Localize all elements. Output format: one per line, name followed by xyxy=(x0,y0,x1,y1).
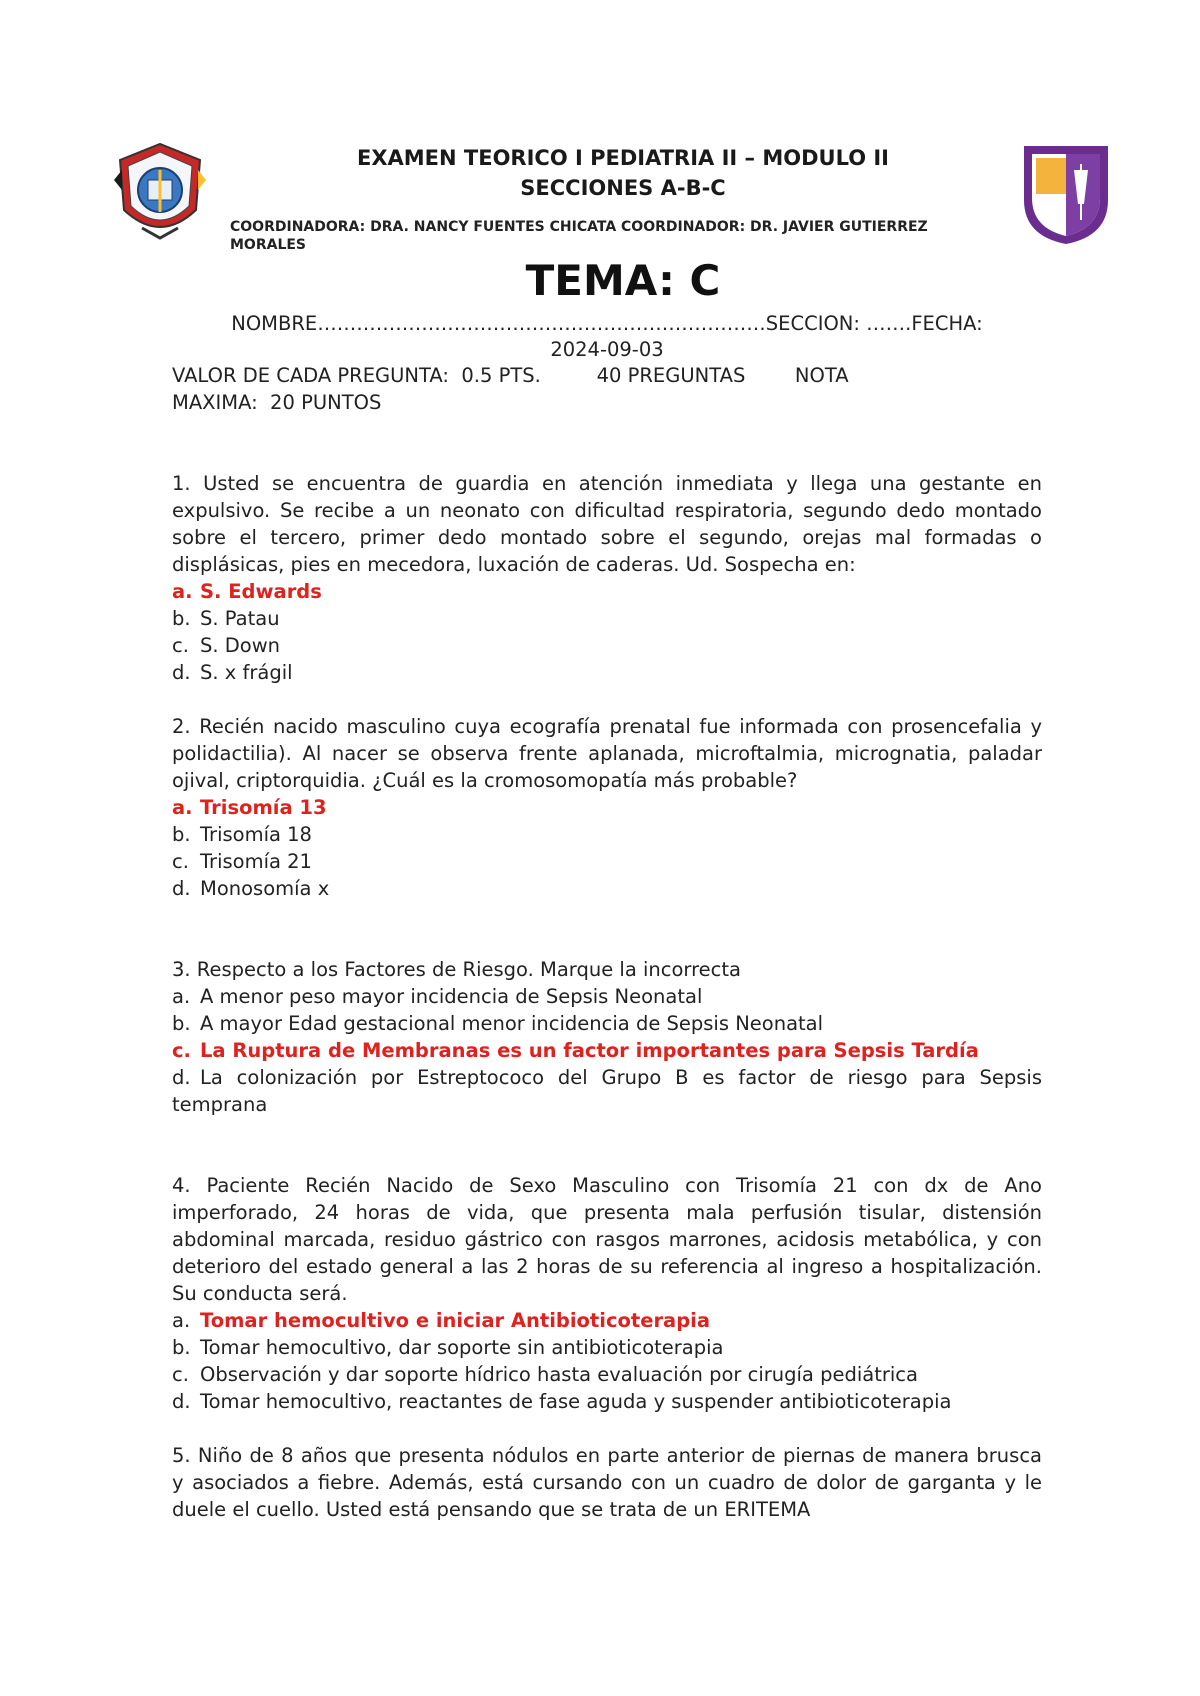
name-section-date-line: NOMBRE……………………………………………………………SECCION: …….FECHA: xyxy=(231,312,983,335)
question-1 xyxy=(172,470,1042,686)
option-letter: c. xyxy=(172,1363,189,1386)
university-crest-logo xyxy=(112,140,208,246)
option-text: S. x frágil xyxy=(200,661,293,684)
option-letter: d. xyxy=(172,877,191,900)
option-letter: b. xyxy=(172,1012,191,1035)
option-text: Tomar hemocultivo, dar soporte sin antibioticoterapia xyxy=(200,1336,724,1359)
option-text: Tomar hemocultivo e iniciar Antibioticoterapia xyxy=(200,1309,711,1332)
option-text: A menor peso mayor incidencia de Sepsis Neonatal xyxy=(200,985,703,1008)
option-text: S. Edwards xyxy=(200,580,322,603)
exam-title: EXAMEN TEORICO I PEDIATRIA II – MODULO II xyxy=(356,146,889,170)
max-grade-line: MAXIMA: 20 PUNTOS xyxy=(172,391,382,414)
coordinators-line: COORDINADORA: DRA. NANCY FUENTES CHICATA COORDINADOR: DR. JAVIER GUTIERREZ MORALES xyxy=(230,219,928,253)
faculty-shield-logo xyxy=(1018,140,1114,246)
option-text: S. Down xyxy=(200,634,281,657)
option-text: Trisomía 13 xyxy=(200,796,327,819)
exam-sections: SECCIONES A-B-C xyxy=(520,176,726,200)
question-stem: 4. Paciente Recién Nacido de Sexo Masculino con Trisomía 21 con dx de Ano imperforado, 24 horas de vida, que presenta mala perfusión tisular, distensión abdominal marcada, residuo gástrico con rasgos marrones, acidosis metabólica, y con deterioro del estado general a las 2 horas de su referencia al ingreso a hospitalización. Su conducta será. xyxy=(172,1174,1042,1305)
option xyxy=(172,983,1042,1010)
option-letter: d. xyxy=(172,661,191,684)
option xyxy=(172,821,1042,848)
option-letter: b. xyxy=(172,823,191,846)
option xyxy=(172,1334,1042,1361)
question-3 xyxy=(172,956,1042,1118)
option-text: A mayor Edad gestacional menor incidencia de Sepsis Neonatal xyxy=(200,1012,824,1035)
option xyxy=(172,1361,1042,1388)
option-text: La colonización por Estreptococo del Grupo B es factor de riesgo para Sepsis temprana xyxy=(172,1066,1042,1116)
option-text: Trisomía 18 xyxy=(200,823,312,846)
questions-list xyxy=(172,470,1042,1523)
question-2 xyxy=(172,713,1042,902)
option-letter: c. xyxy=(172,634,189,657)
option-text: Tomar hemocultivo, reactantes de fase aguda y suspender antibioticoterapia xyxy=(200,1390,952,1413)
option-text: Monosomía x xyxy=(200,877,330,900)
option xyxy=(172,605,1042,632)
option-text: S. Patau xyxy=(200,607,280,630)
option xyxy=(172,632,1042,659)
option-correct xyxy=(172,794,1042,821)
question-value-line: VALOR DE CADA PREGUNTA: 0.5 PTS. 40 PREGUNTAS NOTA xyxy=(172,364,849,387)
option-letter: a. xyxy=(172,580,193,603)
question-stem: 3. Respecto a los Factores de Riesgo. Marque la incorrecta xyxy=(172,958,741,981)
exam-version-heading: TEMA: C xyxy=(525,256,721,305)
option-text: Trisomía 21 xyxy=(200,850,312,873)
option-letter: d. xyxy=(172,1390,191,1413)
option xyxy=(172,1388,1042,1415)
question-stem: 5. Niño de 8 años que presenta nódulos en parte anterior de piernas de manera brusca y asociados a fiebre. Además, está cursando con un cuadro de dolor de garganta y le duele el cuello. Usted está pensando que se trata de un ERITEMA xyxy=(172,1444,1042,1521)
option-text: Observación y dar soporte hídrico hasta evaluación por cirugía pediátrica xyxy=(200,1363,918,1386)
option-letter: a. xyxy=(172,985,191,1008)
question-4 xyxy=(172,1172,1042,1415)
option xyxy=(172,1010,1042,1037)
option-letter: c. xyxy=(172,1039,191,1062)
question-stem: 1. Usted se encuentra de guardia en atención inmediata y llega una gestante en expulsivo. Se recibe a un neonato con dificultad respiratoria, segundo dedo montado sobre el tercero, primer dedo montado sobre el segundo, orejas mal formadas o displásicas, pies en mecedora, luxación de caderas. Ud. Sospecha en: xyxy=(172,472,1042,576)
exam-date: 2024-09-03 xyxy=(550,338,664,361)
option-correct xyxy=(172,578,1042,605)
option xyxy=(172,875,1042,902)
option-letter: b. xyxy=(172,607,191,630)
option xyxy=(172,848,1042,875)
option-text: La Ruptura de Membranas es un factor importantes para Sepsis Tardía xyxy=(200,1039,979,1062)
option xyxy=(172,659,1042,686)
option-letter: c. xyxy=(172,850,189,873)
question-stem: 2. Recién nacido masculino cuya ecografía prenatal fue informada con prosencefalia y polidactilia). Al nacer se observa frente aplanada, microftalmia, micrognatia, paladar ojival, criptorquidia. ¿Cuál es la cromosomopatía más probable? xyxy=(172,715,1042,792)
option-correct xyxy=(172,1307,1042,1334)
option-letter: a. xyxy=(172,796,193,819)
option-letter: a. xyxy=(172,1309,191,1332)
option-correct xyxy=(172,1037,1042,1064)
option xyxy=(172,1064,1042,1118)
option-letter: d. xyxy=(172,1066,191,1089)
question-5 xyxy=(172,1442,1042,1523)
option-letter: b. xyxy=(172,1336,191,1359)
